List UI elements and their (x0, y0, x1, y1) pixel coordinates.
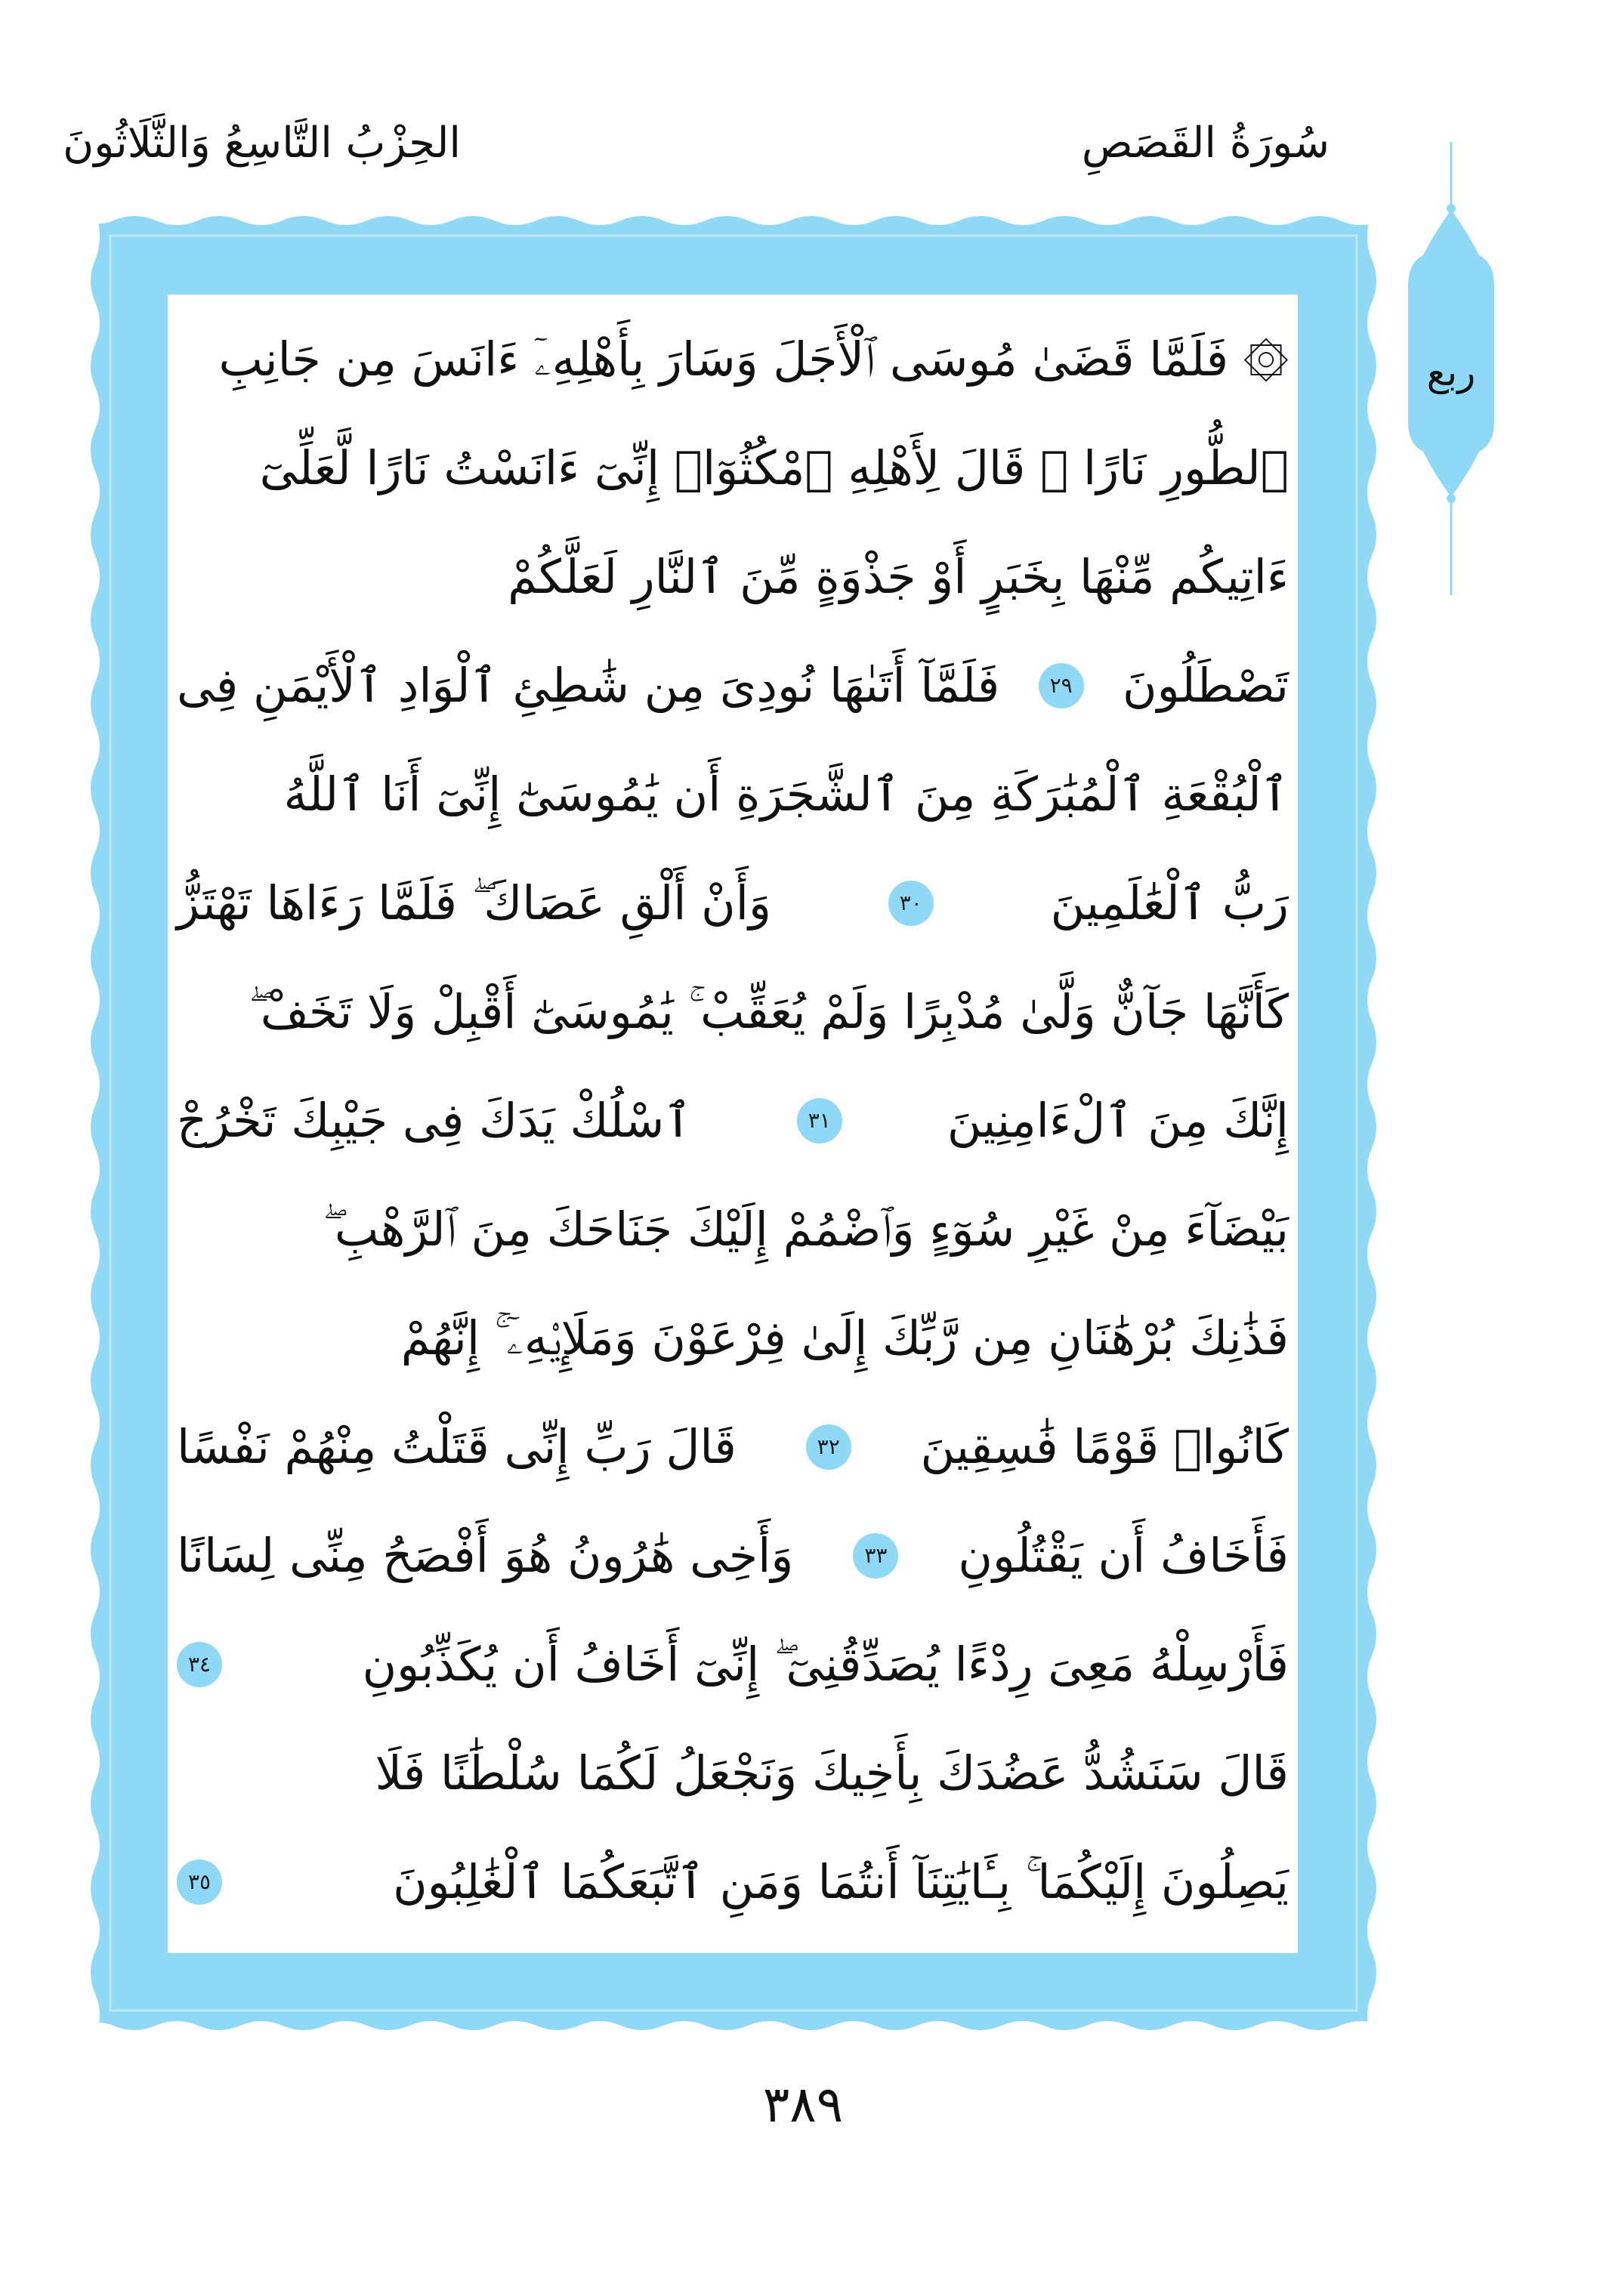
verse-text: فَذَٰنِكَ بُرْهَٰنَانِ مِن رَّبِّكَ إِلَىٰ فِرْعَوْنَ وَمَلَإِي۟هِۦٓ ۚ إِنَّهُمْ (400, 1310, 1289, 1366)
hizb-title: الحِزْبُ التَّاسِعُ وَالثَّلَاثُونَ (63, 119, 461, 168)
ayah-number-marker: ٣١ (797, 1098, 842, 1143)
verse-line (177, 631, 1289, 740)
verse-block (177, 305, 1289, 1944)
verse-line (177, 414, 1289, 523)
verse-text: ۞ فَلَمَّا قَضَىٰ مُوسَى ٱلْأَجَلَ وَسَارَ بِأَهْلِهِۦٓ ءَانَسَ مِن جَانِبِ (218, 332, 1289, 387)
verse-line (177, 849, 1289, 958)
verse-text: ٱلطُّورِ نَارًا ۖ قَالَ لِأَهْلِهِ ٱمْكُثُوٓا۟ إِنِّىٓ ءَانَسْتُ نَارًا لَّعَلِّىٓ (259, 440, 1289, 495)
verse-text: فَأَرْسِلْهُ مَعِىَ رِدْءًا يُصَدِّقُنِىٓ ۖ إِنِّىٓ أَخَافُ أَن يُكَذِّبُونِ (362, 1637, 1289, 1692)
verse-line (177, 1501, 1289, 1610)
ayah-number-marker: ٣٣ (853, 1533, 898, 1578)
verse-text: إِنَّكَ مِنَ ٱلْءَامِنِينَ (947, 1093, 1289, 1148)
verse-text: ٱسْلُكْ يَدَكَ فِى جَيْبِكَ تَخْرُجْ (177, 1093, 692, 1148)
verse-text: ءَاتِيكُم مِّنْهَا بِخَبَرٍ أَوْ جَذْوَةٍ مِّنَ ٱلنَّارِ لَعَلَّكُمْ (508, 549, 1289, 604)
verse-line (177, 1393, 1289, 1501)
ayah-number-marker: ٣٤ (177, 1642, 222, 1687)
verse-line (177, 958, 1289, 1066)
ayah-number-marker: ٣٥ (177, 1859, 222, 1905)
verse-text: فَلَمَّآ أَتَىٰهَا نُودِىَ مِن شَٰطِئِ ٱلْوَادِ ٱلْأَيْمَنِ فِى (177, 658, 1000, 713)
verse-line (177, 740, 1289, 849)
page-number: ٣٨٩ (762, 2075, 844, 2134)
ayah-number-marker: ٣٠ (888, 881, 934, 926)
verse-text: قَالَ رَبِّ إِنِّى قَتَلْتُ مِنْهُمْ نَفْسًا (177, 1419, 737, 1474)
verse-text: فَأَخَافُ أَن يَقْتُلُونِ (958, 1528, 1289, 1583)
rub-marker-label: ربع (1426, 350, 1476, 394)
surah-title: سُورَةُ القَصَصِ (1081, 119, 1330, 168)
verse-line (177, 1610, 1289, 1719)
verse-line (177, 1828, 1289, 1936)
verse-line (177, 1175, 1289, 1284)
verse-line (177, 305, 1289, 414)
verse-line (177, 1066, 1289, 1175)
verse-text: كَانُوا۟ قَوْمًا فَٰسِقِينَ (920, 1419, 1289, 1474)
verse-text: ٱلْبُقْعَةِ ٱلْمُبَٰرَكَةِ مِنَ ٱلشَّجَرَةِ أَن يَٰمُوسَىٰٓ إِنِّىٓ أَنَا ٱللَّهُ (283, 767, 1289, 822)
verse-text: بَيْضَآءَ مِنْ غَيْرِ سُوٓءٍ وَٱضْمُمْ إِلَيْكَ جَنَاحَكَ مِنَ ٱلرَّهْبِ ۖ (323, 1202, 1289, 1257)
verse-text: رَبُّ ٱلْعَٰلَمِينَ (1050, 875, 1289, 930)
ayah-number-marker: ٣٢ (806, 1424, 851, 1470)
ayah-number-marker: ٢٩ (1039, 663, 1084, 708)
verse-text: كَأَنَّهَا جَآنٌّ وَلَّىٰ مُدْبِرًا وَلَمْ يُعَقِّبْ ۚ يَٰمُوسَىٰٓ أَقْبِلْ وَلَا تَخَفْ ۖ (249, 984, 1289, 1039)
verse-text: وَأَنْ أَلْقِ عَصَاكَ ۖ فَلَمَّا رَءَاهَا تَهْتَزُّ (177, 875, 771, 930)
verse-line (177, 523, 1289, 631)
verse-line (177, 1719, 1289, 1828)
verse-text: تَصْطَلُونَ (1123, 658, 1289, 713)
verse-text: وَأَخِى هَٰرُونُ هُوَ أَفْصَحُ مِنِّى لِسَانًا (177, 1528, 794, 1583)
verse-line (177, 1284, 1289, 1393)
verse-text: قَالَ سَنَشُدُّ عَضُدَكَ بِأَخِيكَ وَنَجْعَلُ لَكُمَا سُلْطَٰنًا فَلَا (375, 1745, 1289, 1801)
verse-text: يَصِلُونَ إِلَيْكُمَا ۚ بِـَٔايَٰتِنَآ أَنتُمَا وَمَنِ ٱتَّبَعَكُمَا ٱلْغَٰلِبُونَ (393, 1854, 1289, 1909)
